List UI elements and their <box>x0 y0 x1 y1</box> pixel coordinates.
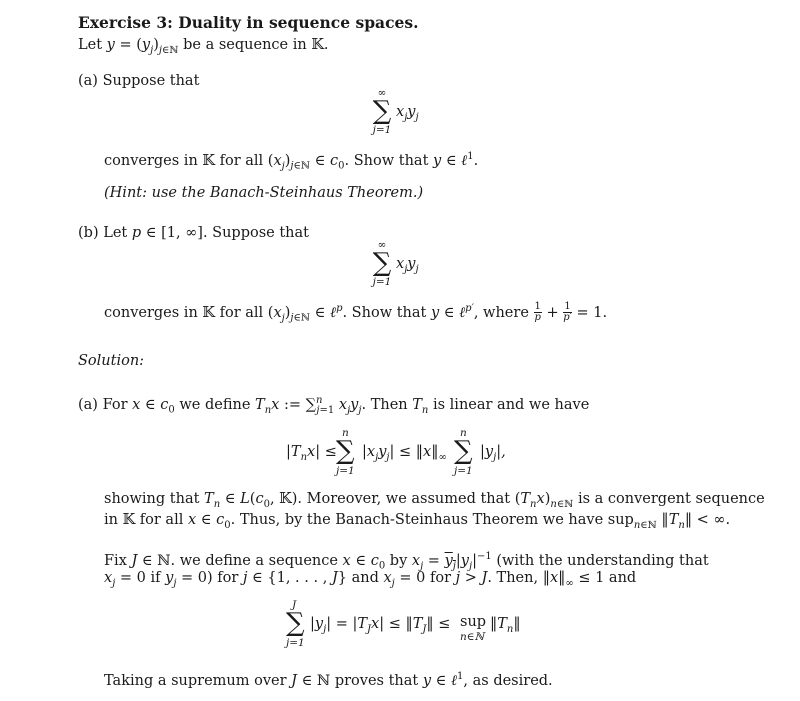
intro-line: Let $y = (y_j)_{j\in ℕ}$ be a sequence in 𝕂. <box>78 37 329 56</box>
part-b-label: (b) Let p ∈ [1, ∞]. Suppose that <box>78 225 309 241</box>
part-b-sum-body: $x_jy_j$ <box>396 256 419 275</box>
part-a-sum-body: $x_jy_j$ <box>396 104 419 123</box>
solution-para1-line1: showing that $T_n$ ∈ $L(c_0$, 𝕂). Moreover, we assumed that $(T_nx)_{n\in ℕ}$ is a convergent sequence <box>104 491 765 510</box>
solution-closing: Taking a supremum over J ∈ ℕ proves that y ∈ ℓ$^1$, as desired. <box>104 671 553 689</box>
part-a-sum-lower: j=1 <box>372 124 392 136</box>
solution-a-intro: (a) For x ∈ $c_0$ we define $T_nx$ := ∑$^n_{j=1}$ $x_jy_j$. Then $T_n$ is linear and we have <box>78 395 590 416</box>
solution-title: Solution: <box>78 353 145 369</box>
part-a-sum-upper: ∞ <box>377 87 387 99</box>
part-b-sum-lower: j=1 <box>372 276 392 288</box>
part-b-statement: converges in 𝕂 for all $(x_j)_{j\in ℕ}$ ∈ ℓ$^p$. Show that y ∈ ℓ$^{p'}$, where $\frac{1}{p}$ + $\frac{1}{p'}$ = 1. <box>104 301 608 324</box>
part-a-label: (a) Suppose that <box>78 73 200 89</box>
part-b-sum-sign: ∑ <box>372 248 392 278</box>
solution-para2-line1: Fix J ∈ ℕ. we define a sequence x ∈ $c_0$ by $x_j = y_j|y_j|^{-1}$ (with the understanding that <box>104 551 709 572</box>
part-a-hint: (Hint: use the Banach-Steinhaus Theorem.) <box>104 185 424 201</box>
solution-para1-line2: in 𝕂 for all x ∈ $c_0$. Thus, by the Banach-Steinhaus Theorem we have sup$_{n\in ℕ}$ $‖T_n‖$ < ∞. <box>104 512 731 531</box>
part-a-sum-sign: ∑ <box>372 96 392 126</box>
part-b-sum-upper: ∞ <box>377 239 387 251</box>
part-a-statement: converges in 𝕂 for all $(x_j)_{j\in ℕ}$ ∈ $c_0$. Show that y ∈ ℓ$^1$. <box>104 151 479 172</box>
solution-para2-line2: $x_j = 0$ if $y_j = 0$) for j ∈ {1, . . . , J} and $x_j = 0$ for j > J. Then, $‖x‖_\infty \le 1$ and <box>104 570 637 589</box>
exercise-heading: Exercise 3: Duality in sequence spaces. <box>78 13 419 32</box>
